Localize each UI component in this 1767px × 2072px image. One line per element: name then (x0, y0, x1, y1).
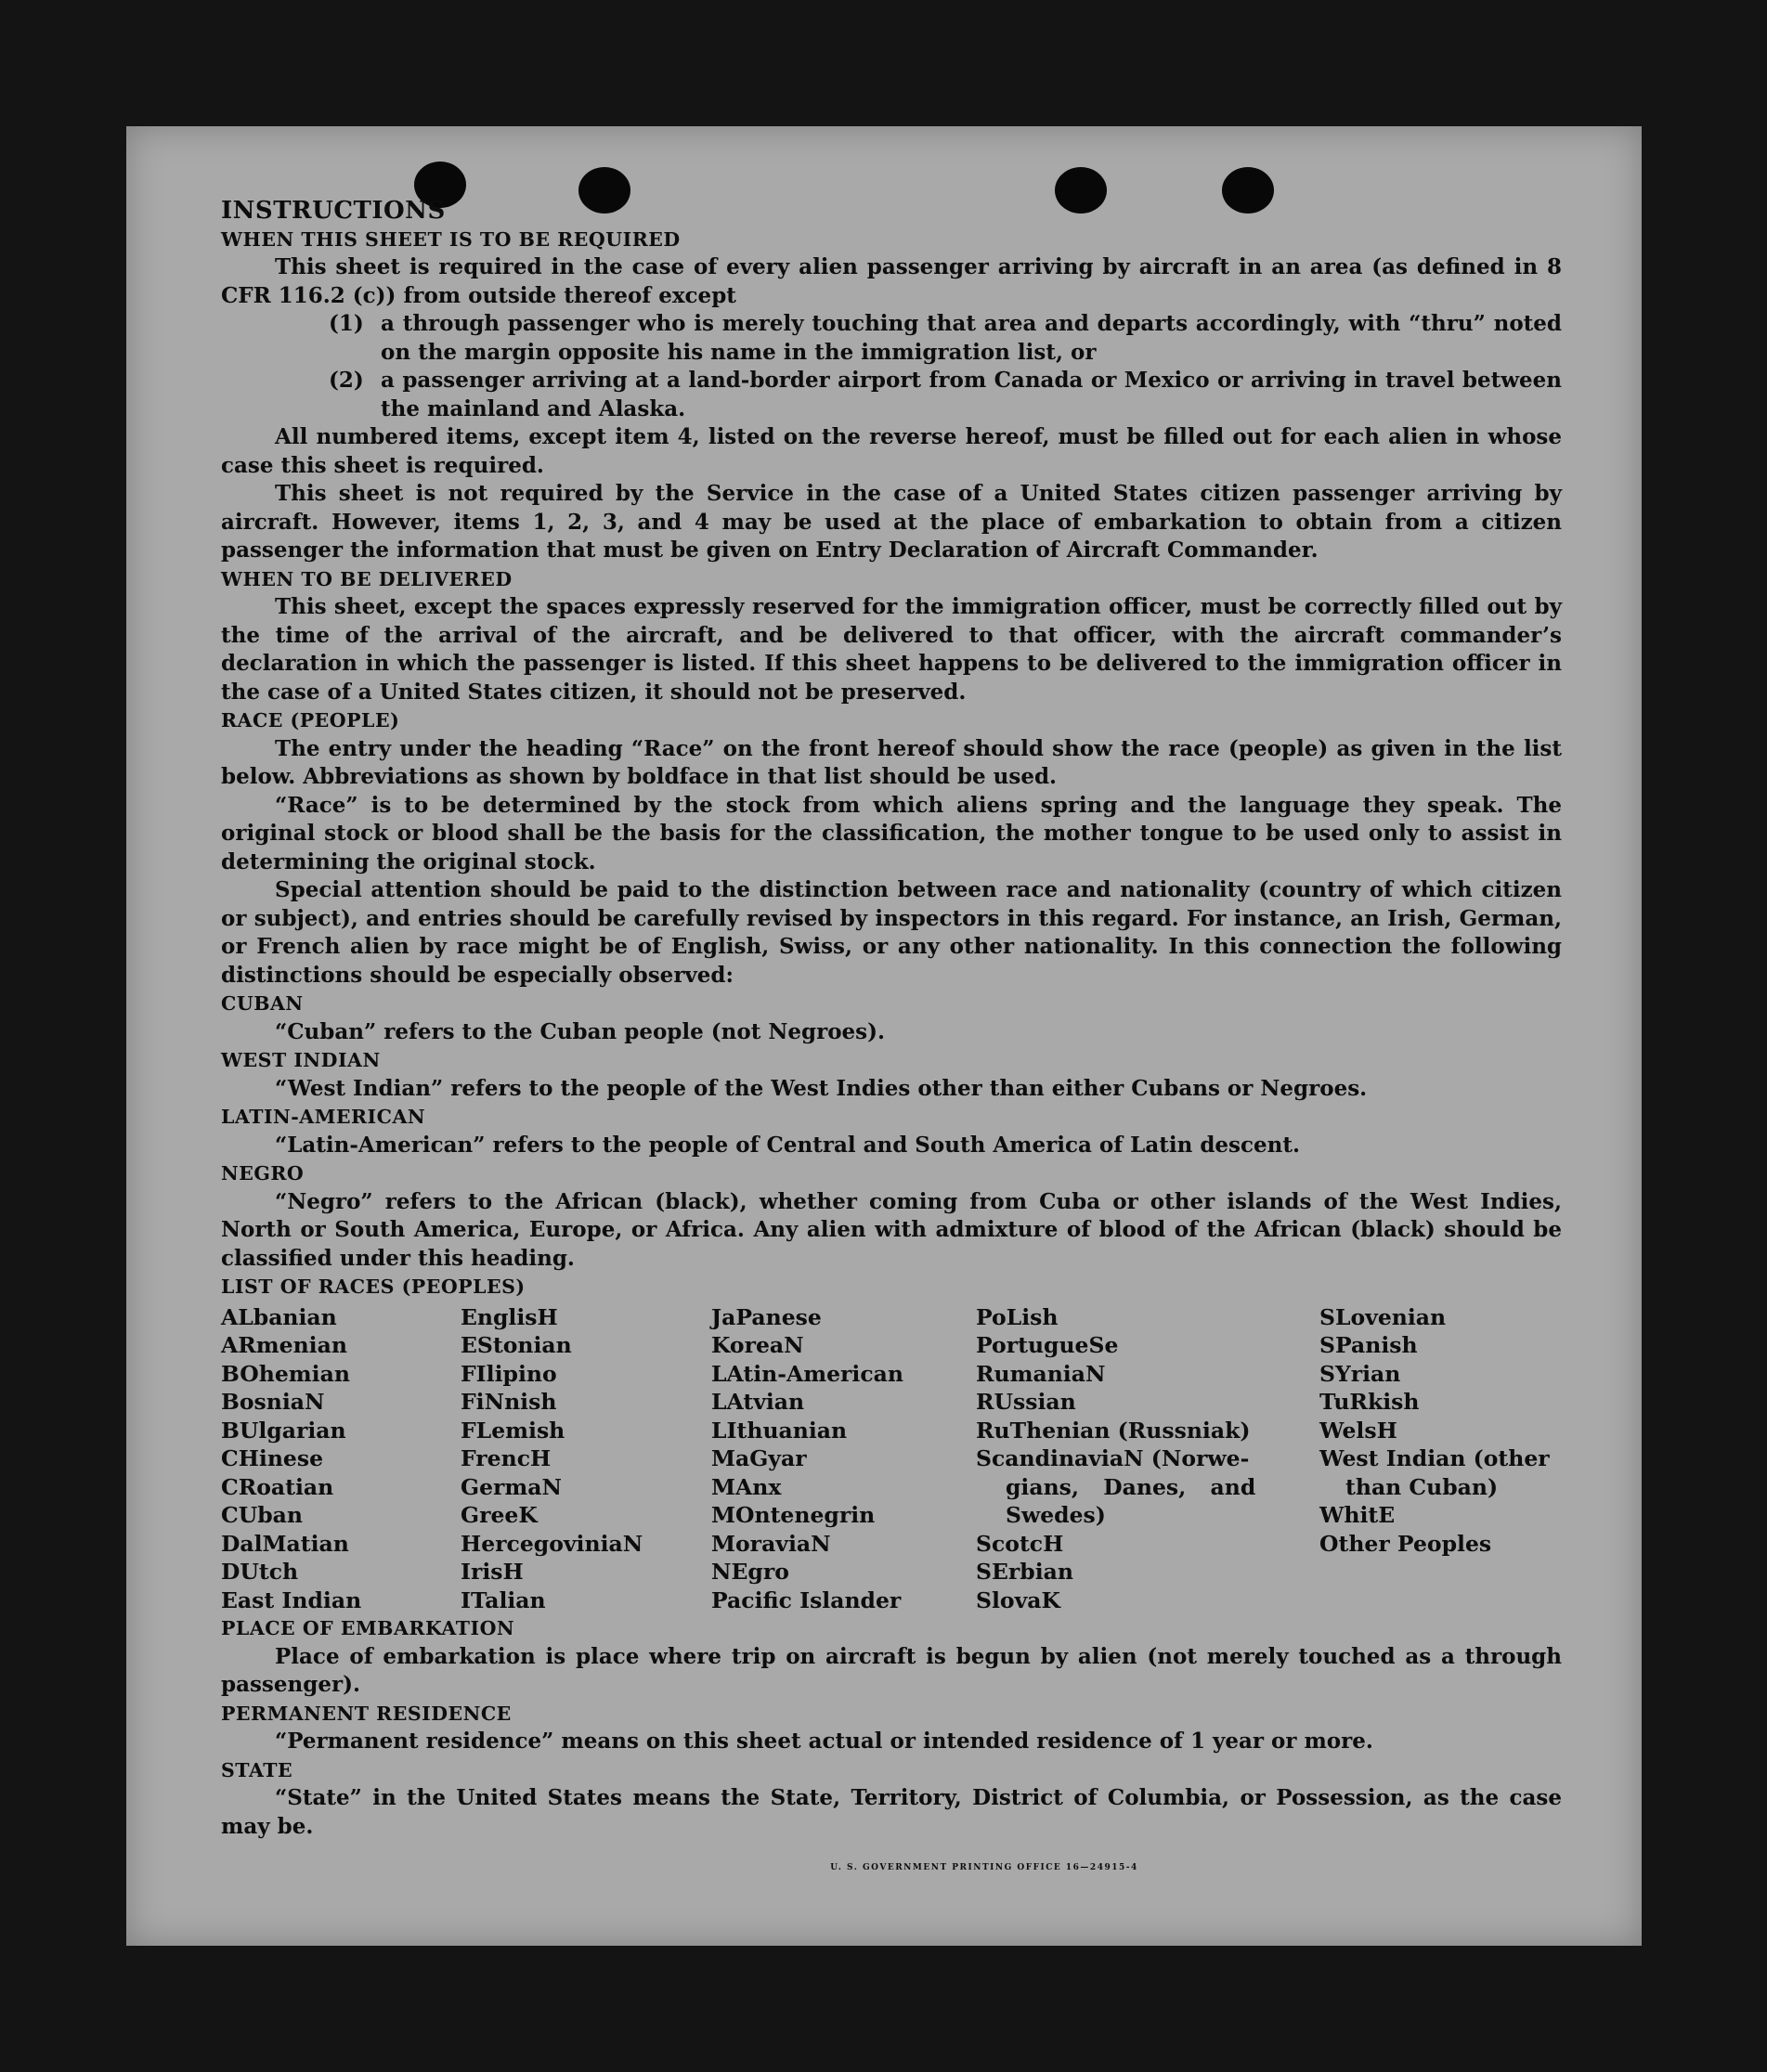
section-heading: WHEN THIS SHEET IS TO BE REQUIRED (221, 227, 681, 251)
race-item: PoLish (976, 1303, 1059, 1330)
paragraph: “Cuban” refers to the Cuban people (not Negroes). (275, 1018, 886, 1044)
race-item: RuThenian (Russniak) (976, 1417, 1251, 1444)
race-item: MOntenegrin (711, 1502, 876, 1528)
section-heading: WEST INDIAN (221, 1049, 381, 1071)
section-heading: LIST OF RACES (PEOPLES) (221, 1276, 526, 1298)
section-heading: CUBAN (221, 992, 304, 1015)
race-item: MoraviaN (711, 1530, 831, 1557)
race-item: West Indian (other (1319, 1445, 1550, 1471)
item-text: a passenger arriving at a land-border airport from Canada or Mexico or arriving in travel between the mainland and Alaska. (381, 368, 1562, 421)
race-item: MaGyar (711, 1445, 807, 1471)
race-item: SPanish (1319, 1332, 1418, 1358)
numbered-item (329, 310, 1562, 367)
race-item: RUssian (976, 1389, 1076, 1415)
race-item: CHinese (221, 1445, 324, 1471)
races-list (221, 1303, 1562, 1615)
race-item: PortugueSe (976, 1332, 1119, 1358)
race-item: MAnx (711, 1473, 782, 1500)
section-heading: WHEN TO BE DELIVERED (221, 567, 513, 590)
item-text: a through passenger who is merely touching that area and departs accordingly, with “thru” noted on the margin opposite his name in the immigration list, or (381, 311, 1562, 365)
race-item: WhitE (1319, 1502, 1396, 1528)
section-heading: LATIN-AMERICAN (221, 1106, 426, 1128)
race-item: Swedes) (1006, 1502, 1106, 1528)
paragraph: This sheet is required in the case of every alien passenger arriving by aircraft in an area (as defined in 8 CFR 116.2 (c)) from outside thereof except (221, 254, 1562, 308)
race-item: GermaN (461, 1473, 562, 1500)
section-heading: STATE (221, 1758, 293, 1781)
race-item: East Indian (221, 1586, 362, 1613)
race-item: TuRkish (1319, 1389, 1420, 1415)
section-heading: RACE (PEOPLE) (221, 709, 400, 732)
race-item: EnglisH (461, 1303, 558, 1330)
race-item: LIthuanian (711, 1417, 848, 1444)
section-heading: PLACE OF EMBARKATION (221, 1617, 515, 1639)
paragraph: This sheet is not required by the Service in the case of a United States citizen passenger arriving by aircraft. However, items 1, 2, 3, and 4 may be used at the place of embarkation to obtain from a citizen passenger the information that must be given on Entry Declaration of Aircraft Commander. (221, 481, 1562, 563)
race-item: SYrian (1319, 1360, 1401, 1387)
race-item: EStonian (461, 1332, 572, 1358)
paragraph: All numbered items, except item 4, listed on the reverse hereof, must be filled out for each alien in whose case this sheet is required. (221, 424, 1562, 478)
race-item: Other Peoples (1319, 1530, 1492, 1557)
race-item: FIlipino (461, 1360, 557, 1387)
races-column (1319, 1303, 1561, 1615)
race-item: RumaniaN (976, 1360, 1106, 1387)
races-column (976, 1303, 1319, 1615)
printer-imprint: U. S. GOVERNMENT PRINTING OFFICE 16—24915-4 (830, 1863, 1138, 1872)
race-item: ARmenian (221, 1332, 347, 1358)
race-item: JaPanese (711, 1303, 822, 1330)
paragraph: “Negro” refers to the African (black), whether coming from Cuba or other islands of the West Indies, North or South America, Europe, or Africa. Any alien with admixture of blood of the African (black) should be classified under this heading. (221, 1188, 1562, 1271)
race-item: CRoatian (221, 1473, 334, 1500)
page-title: INSTRUCTIONS (221, 197, 446, 225)
document-sheet (126, 126, 1642, 1946)
race-item: FLemish (461, 1417, 565, 1444)
race-item: gians, Danes, and (1006, 1473, 1256, 1500)
section-heading: PERMANENT RESIDENCE (221, 1702, 512, 1725)
race-item: WelsH (1319, 1417, 1397, 1444)
numbered-item (329, 367, 1562, 423)
races-column (711, 1303, 976, 1615)
item-number: (2) (329, 368, 364, 393)
race-item: FrencH (461, 1445, 552, 1471)
paragraph: Place of embarkation is place where trip on aircraft is begun by alien (not merely touched as a through passenger). (221, 1643, 1562, 1697)
races-column (221, 1303, 461, 1615)
race-item: BOhemian (221, 1360, 350, 1387)
race-item: LAtvian (711, 1389, 805, 1415)
paragraph: Special attention should be paid to the distinction between race and nationality (country of which citizen or subject), and entries should be carefully revised by inspectors in this regard. For instance, an Irish, German, or French alien by race might be of English, Swiss, or any other nationality. In this connection the following distinctions should be especially observed: (221, 877, 1562, 988)
race-item: ITalian (461, 1586, 546, 1613)
race-item: FiNnish (461, 1389, 557, 1415)
race-item: CUban (221, 1502, 303, 1528)
race-item: HercegoviniaN (461, 1530, 643, 1557)
race-item: BUlgarian (221, 1417, 346, 1444)
race-item: SLovenian (1319, 1303, 1447, 1330)
instructions-content (221, 197, 1562, 1883)
races-column (461, 1303, 711, 1615)
paragraph: This sheet, except the spaces expressly reserved for the immigration officer, must be correctly filled out by the time of the arrival of the aircraft, and be delivered to that officer, with the aircraft commander’s declaration in which the passenger is listed. If this sheet happens to be delivered to the immigration officer in the case of a United States citizen, it should not be preserved. (221, 594, 1562, 705)
paragraph: “Permanent residence” means on this sheet actual or intended residence of 1 year or more. (275, 1729, 1373, 1754)
item-number: (1) (329, 311, 364, 336)
race-item: than Cuban) (1345, 1473, 1499, 1500)
paragraph: “State” in the United States means the State, Territory, District of Columbia, or Possession, as the case may be. (221, 1785, 1562, 1839)
paragraph: “Latin-American” refers to the people of Central and South America of Latin descent. (275, 1132, 1300, 1158)
race-item: NEgro (711, 1559, 789, 1585)
race-item: LAtin-American (711, 1360, 903, 1387)
race-item: IrisH (461, 1559, 524, 1585)
section-heading: NEGRO (221, 1162, 305, 1185)
race-item: GreeK (461, 1502, 538, 1528)
race-item: SlovaK (976, 1586, 1060, 1613)
race-item: KoreaN (711, 1332, 804, 1358)
race-item: DUtch (221, 1559, 299, 1585)
race-item: BosniaN (221, 1389, 325, 1415)
race-item: Pacific Islander (711, 1586, 902, 1613)
paragraph: “West Indian” refers to the people of the West Indies other than either Cubans or Negroes. (275, 1075, 1368, 1101)
race-item: DalMatian (221, 1530, 349, 1557)
race-item: ScotcH (976, 1530, 1064, 1557)
paragraph: The entry under the heading “Race” on the front hereof should show the race (people) as given in the list below. Abbreviations as shown by boldface in that list should be used. (221, 735, 1562, 789)
race-item: ScandinaviaN (Norwe- (976, 1445, 1250, 1471)
race-item: ALbanian (221, 1303, 337, 1330)
paragraph: “Race” is to be determined by the stock from which aliens spring and the language they speak. The original stock or blood shall be the basis for the classification, the mother tongue to be used only to assist in determining the original stock. (221, 792, 1562, 874)
race-item: SErbian (976, 1559, 1073, 1585)
